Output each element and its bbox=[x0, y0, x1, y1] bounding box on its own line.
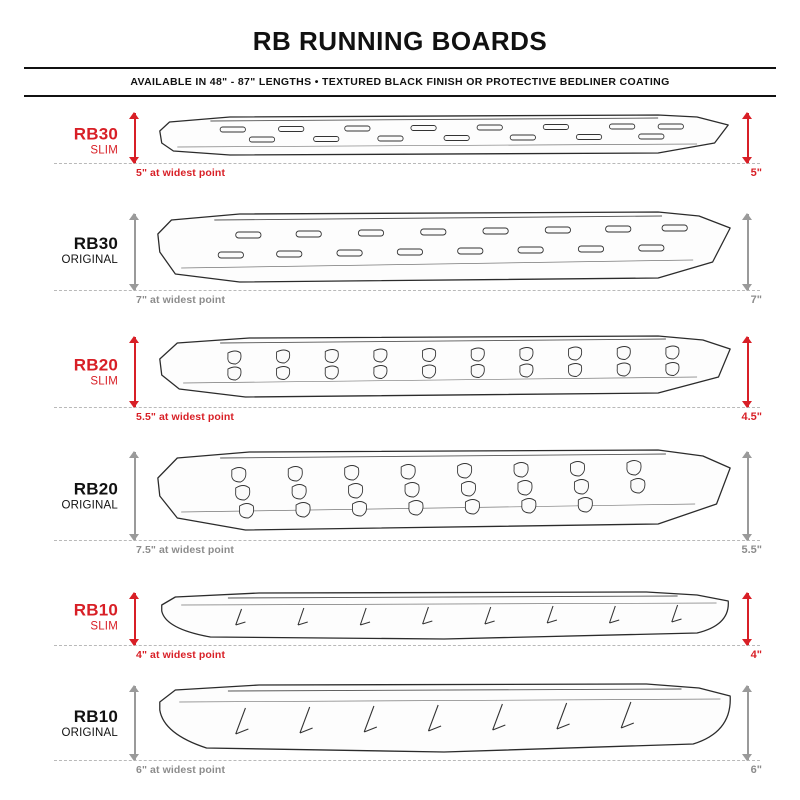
width-caption: 7" at widest point bbox=[136, 294, 226, 306]
height-dimension-arrow-right bbox=[742, 337, 754, 407]
board-illustration-rb30-slim bbox=[152, 109, 736, 165]
model-name: RB20 bbox=[73, 479, 118, 499]
width-caption: 5" at widest point bbox=[136, 167, 226, 179]
board-illustration-rb10-slim bbox=[152, 589, 736, 647]
board-illustration-rb20-slim bbox=[152, 333, 736, 407]
header-divider-bottom bbox=[24, 95, 776, 97]
model-name: RB30 bbox=[73, 234, 118, 254]
baseline-dash bbox=[54, 407, 760, 408]
height-dimension-arrow-right bbox=[742, 686, 754, 760]
board-row bbox=[24, 440, 776, 572]
board-rows bbox=[24, 101, 776, 788]
width-caption: 5.5" at widest point bbox=[136, 411, 234, 423]
model-label-group bbox=[38, 708, 118, 741]
height-dimension-arrow-left bbox=[129, 113, 141, 163]
model-label-group bbox=[38, 235, 118, 268]
board-row bbox=[24, 101, 776, 189]
height-dimension-arrow-left bbox=[129, 593, 141, 645]
model-variant: SLIM bbox=[90, 620, 118, 633]
model-variant: ORIGINAL bbox=[61, 726, 118, 739]
model-variant: SLIM bbox=[90, 144, 118, 157]
baseline-dash bbox=[54, 760, 760, 761]
model-name: RB10 bbox=[73, 600, 118, 620]
header-subtitle: AVAILABLE IN 48" - 87" LENGTHS • TEXTURED BLACK FINISH OR PROTECTIVE BEDLINER COATING bbox=[130, 76, 670, 88]
height-caption: 4" bbox=[750, 649, 762, 661]
model-label-group bbox=[38, 601, 118, 634]
baseline-dash bbox=[54, 540, 760, 541]
height-caption: 6" bbox=[750, 764, 762, 776]
board-illustration-rb10-original bbox=[152, 682, 736, 760]
board-illustration-rb30-original bbox=[152, 208, 736, 292]
model-label-group bbox=[38, 480, 118, 513]
height-caption: 4.5" bbox=[741, 411, 762, 423]
model-variant: ORIGINAL bbox=[61, 253, 118, 266]
width-caption: 6" at widest point bbox=[136, 764, 226, 776]
page-title: RB RUNNING BOARDS bbox=[252, 26, 548, 56]
board-row bbox=[24, 678, 776, 788]
model-name: RB20 bbox=[73, 355, 118, 375]
width-caption: 7.5" at widest point bbox=[136, 544, 234, 556]
model-name: RB10 bbox=[73, 707, 118, 727]
height-dimension-arrow-right bbox=[742, 113, 754, 163]
height-dimension-arrow-right bbox=[742, 214, 754, 290]
height-caption: 7" bbox=[750, 294, 762, 306]
model-variant: SLIM bbox=[90, 375, 118, 388]
height-dimension-arrow-left bbox=[129, 686, 141, 760]
model-label-group bbox=[38, 356, 118, 389]
board-row bbox=[24, 194, 776, 322]
height-dimension-arrow-left bbox=[129, 214, 141, 290]
height-dimension-arrow-right bbox=[742, 452, 754, 540]
height-dimension-arrow-right bbox=[742, 593, 754, 645]
board-illustration-rb20-original bbox=[152, 448, 736, 540]
model-label-group bbox=[38, 125, 118, 158]
header bbox=[24, 0, 776, 57]
model-name: RB30 bbox=[73, 124, 118, 144]
height-caption: 5" bbox=[750, 167, 762, 179]
height-dimension-arrow-left bbox=[129, 452, 141, 540]
model-variant: ORIGINAL bbox=[61, 499, 118, 512]
width-caption: 4" at widest point bbox=[136, 649, 226, 661]
board-row bbox=[24, 327, 776, 435]
height-dimension-arrow-left bbox=[129, 337, 141, 407]
board-row bbox=[24, 577, 776, 673]
height-caption: 5.5" bbox=[741, 544, 762, 556]
